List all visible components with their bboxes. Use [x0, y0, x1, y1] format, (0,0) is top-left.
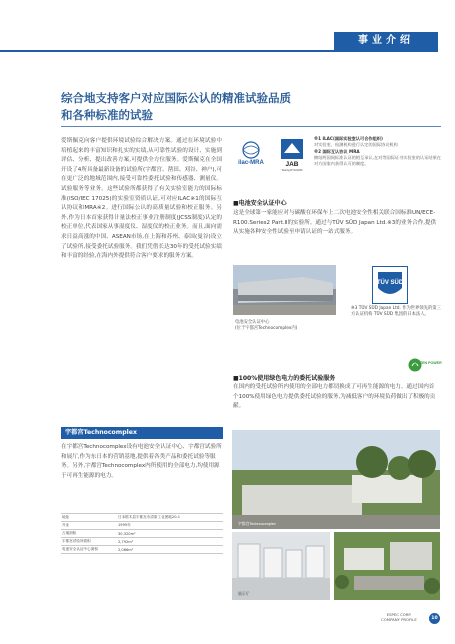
tuv-caption: ※3 TÜV SÜD Japan Ltd. 作为世界领先的第三方认证机构 TÜV SÜD 集团的日本法人。 — [351, 306, 441, 317]
footer-company — [369, 612, 429, 622]
note-2-heading: ※2 国际互认协议 MRA — [314, 148, 360, 154]
note-2-text: 缔结两国间标准认证的相互承认,在对等国际证书实验室的认证结果在对方国家内获得认可的制度。 — [314, 154, 441, 167]
tuv-sud-logo — [372, 266, 408, 304]
jab-sub-label: Testing RTL01250 — [281, 169, 303, 172]
footnotes — [314, 136, 442, 167]
green-power-label: GREEN POWER — [414, 361, 442, 365]
spec-key: 开业 — [61, 522, 117, 530]
jab-logo — [275, 138, 309, 172]
table-row — [61, 546, 223, 554]
footer-line-2: COMPANY PROFILE — [381, 617, 417, 622]
lab-photo-caption: 展示厅 — [238, 592, 250, 596]
spec-key: 电池安全认证中心面积 — [61, 546, 117, 554]
battery-center-heading: ■电池安全认证中心 — [233, 200, 287, 207]
footer-line-1: ESPEC CORP. — [386, 612, 412, 617]
page-title — [61, 90, 381, 124]
table-row — [61, 530, 223, 538]
green-power-heading: ■100%使用绿色电力的委托试验服务 — [233, 375, 336, 382]
spec-value: 1995年 — [117, 522, 223, 530]
green-power-logo — [407, 357, 442, 374]
site-overview-photo — [334, 532, 440, 600]
title-line-1: 综合地支持客户对应国际公认的精准试验品质 — [61, 91, 291, 105]
ilac-label: ilac-MRA — [238, 160, 264, 166]
intro-paragraph: 爱斯佩克向客户提供环境试验综合解决方案。通过在环境试验中培植起来的丰富知识和扎实的实绩,从可靠性试验的设计、实施到评估、分析、提出改善方案,可提供全方位服务。爱斯佩克在全国开设了4所具备最新设备的试验所(宇都宫、凿田、刈谷、神户),可在更广泛的地域范围内,接受可靠性委托试验和传感器、测量仪。试验服务等业务。这些试验所都获得了有关实验室能力的国际标准(ISO/IEC 17025)的实验室资质认证,可对应ILAC※1的国际互认协议和MRA※2。进行国际公认的高质量试验和校正服务。另外,作为日本首家获得计量法校正事业注册制度(JCSS制度)认定的校正单位,代表国家从事湿度仪、湿度仪的校正业务。而且,面向需求日益高涨的中国、ASEAN市场,在上海和苏州、泰国(曼谷)设立了试验所,接受委托试验服务。我们凭借长达30年的受托试验实绩和丰富的经验,在海内外提供符合客户要求的服务方案。 — [61, 138, 222, 260]
spec-key: 占地面积 — [61, 530, 117, 538]
green-power-text: 在国内的受托试验所内使用的全部电力都切换成了可再生能源的电力。通过国内首个100%使用绿色电力提供委托试验的服务,为减低客户的环境负荷做出了积极的贡献。 — [233, 384, 436, 410]
note-1-text: 对实验室、检测机构进行认定的国际协议机构 — [314, 142, 398, 148]
tuv-label: TÜV SÜD — [376, 280, 404, 286]
page-number: 10 — [429, 613, 440, 624]
technocomplex-aerial-photo — [232, 430, 440, 529]
battery-center-building-image — [233, 265, 336, 315]
spec-value: 2,792m² — [117, 538, 223, 546]
showroom-photo — [232, 532, 330, 600]
spec-value: 30,320m² — [117, 530, 223, 538]
battery-center-text: 这是全球第一家能应对与碳酸在环保车上二次电池安全性相关联合国标准UN/ECE-R100.Series2 Part.Ⅱ的实验所。通过与TÜV SÜD Japan Ltd.※3的业务合作,提供从实施各种安全性试验至申请认证的一站式服务。 — [233, 210, 437, 236]
jab-label: JAB — [285, 161, 299, 168]
spec-value: 2,066m² — [117, 546, 223, 554]
spec-key: 宇都宫试验所面积 — [61, 538, 117, 546]
spec-key: 地址 — [61, 514, 117, 522]
header-divider — [0, 50, 438, 52]
technocomplex-text: 在宇都宫Technocomplex设有电池安全认证中心、宇都宫试验所和展厅,作为东日本的营销基地,提供着各类产品和委托试验等服务。另外,宇都宫Technocomplex内所使用的全部电力,均使用源于可再生能源的电力。 — [61, 444, 222, 479]
spec-value: 日本栃木县宇都宫市清原工业团地20-1 — [117, 514, 223, 522]
title-rule — [61, 126, 441, 127]
technocomplex-heading: 宇都宫Technocomplex — [61, 427, 223, 439]
building-caption — [235, 320, 345, 332]
section-tab: 事业介绍 — [334, 32, 438, 50]
aerial-photo-caption: 宇都宫Technocomplex — [238, 522, 276, 526]
building-caption-line-2: (位于宇都宫Technocomplex内) — [235, 326, 298, 331]
title-line-2: 和各种标准的试验 — [61, 108, 153, 122]
table-row — [61, 538, 223, 546]
note-1-heading: ※1 ILAC(国际实验室认可合作组织) — [314, 136, 383, 141]
table-row — [61, 514, 223, 522]
ilac-mra-logo — [232, 140, 270, 166]
technocomplex-spec-table — [61, 513, 223, 554]
table-row — [61, 522, 223, 530]
building-caption-line-1: 电池安全认证中心 — [235, 320, 270, 325]
